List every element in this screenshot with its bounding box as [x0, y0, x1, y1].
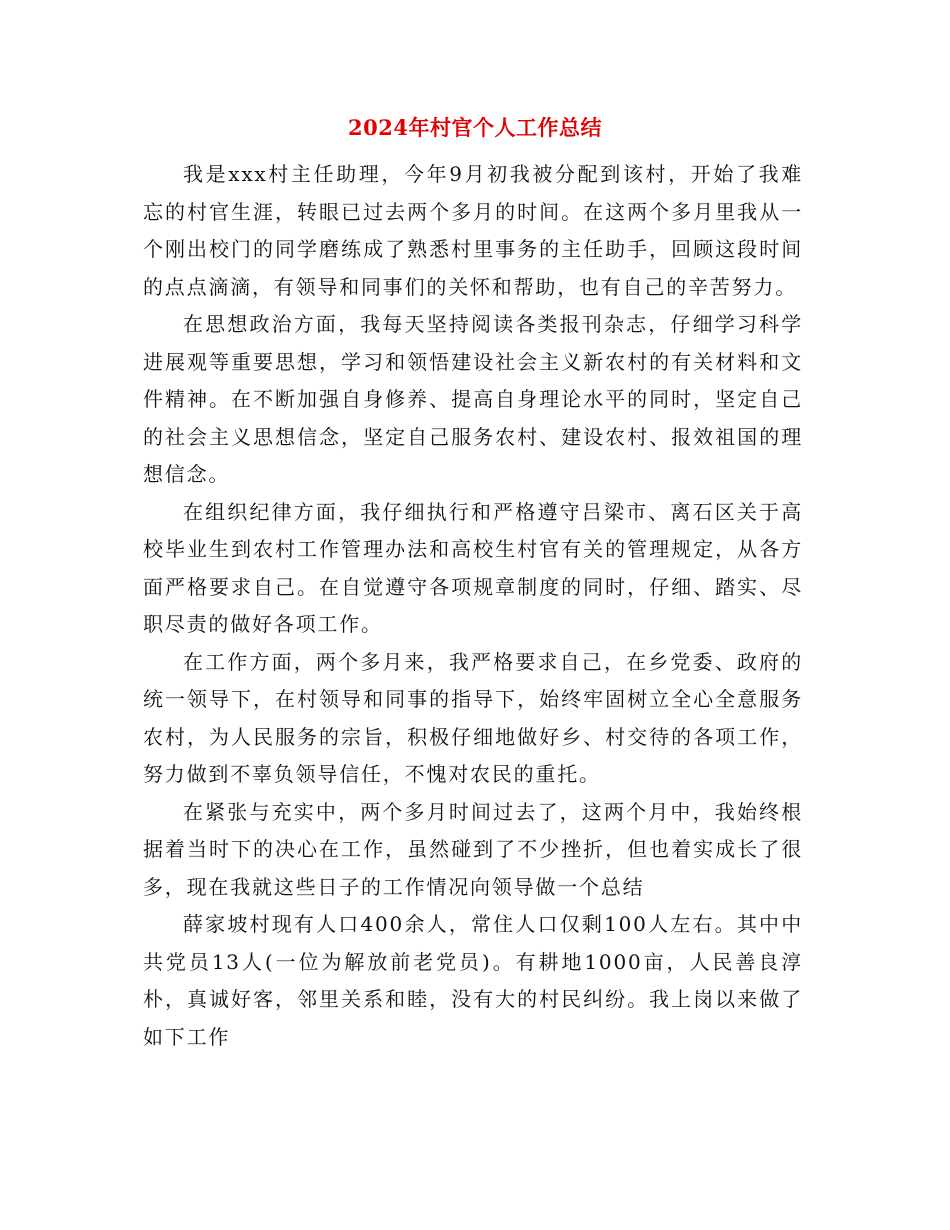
- paragraph-village-overview: 薛家坡村现有人口400余人，常住人口仅剩100人左右。其中中共党员13人(一位为解放前老党员)。有耕地1000亩，人民善良淳朴，真诚好客，邻里关系和睦，没有大的村民纠纷。我上岗以来做了如下工作: [143, 912, 803, 1049]
- paragraph-ideology: 在思想政治方面，我每天坚持阅读各类报刊杂志，仔细学习科学进展观等重要思想，学习和领悟建设社会主义新农村的有关材料和文件精神。在不断加强自身修养、提高自身理论水平的同时，坚定自己的社会主义思想信念，坚定自己服务农村、建设农村、报效祖国的理想信念。: [143, 312, 803, 486]
- paragraph-summary-intro: 在紧张与充实中，两个多月时间过去了，这两个月中，我始终根据着当时下的决心在工作，虽然碰到了不少挫折，但也着实成长了很多，现在我就这些日子的工作情况向领导做一个总结: [143, 799, 803, 899]
- document-body: [143, 156, 803, 1056]
- document-title: 2024年村官个人工作总结: [348, 115, 602, 140]
- paragraph-intro: 我是xxx村主任助理，今年9月初我被分配到该村，开始了我难忘的村官生涯，转眼已过去两个多月的时间。在这两个多月里我从一个刚出校门的同学磨练成了熟悉村里事务的主任助手，回顾这段时间的点点滴滴，有领导和同事们的关怀和帮助，也有自己的辛苦努力。: [143, 162, 803, 299]
- paragraph-discipline: 在组织纪律方面，我仔细执行和严格遵守吕梁市、离石区关于高校毕业生到农村工作管理办法和高校生村官有关的管理规定，从各方面严格要求自己。在自觉遵守各项规章制度的同时，仔细、踏实、尽职尽责的做好各项工作。: [143, 499, 803, 636]
- paragraph-work: 在工作方面，两个多月来，我严格要求自己，在乡党委、政府的统一领导下，在村领导和同事的指导下，始终牢固树立全心全意服务农村，为人民服务的宗旨，积极仔细地做好乡、村交待的各项工作，努力做到不辜负领导信任，不愧对农民的重托。: [143, 649, 803, 786]
